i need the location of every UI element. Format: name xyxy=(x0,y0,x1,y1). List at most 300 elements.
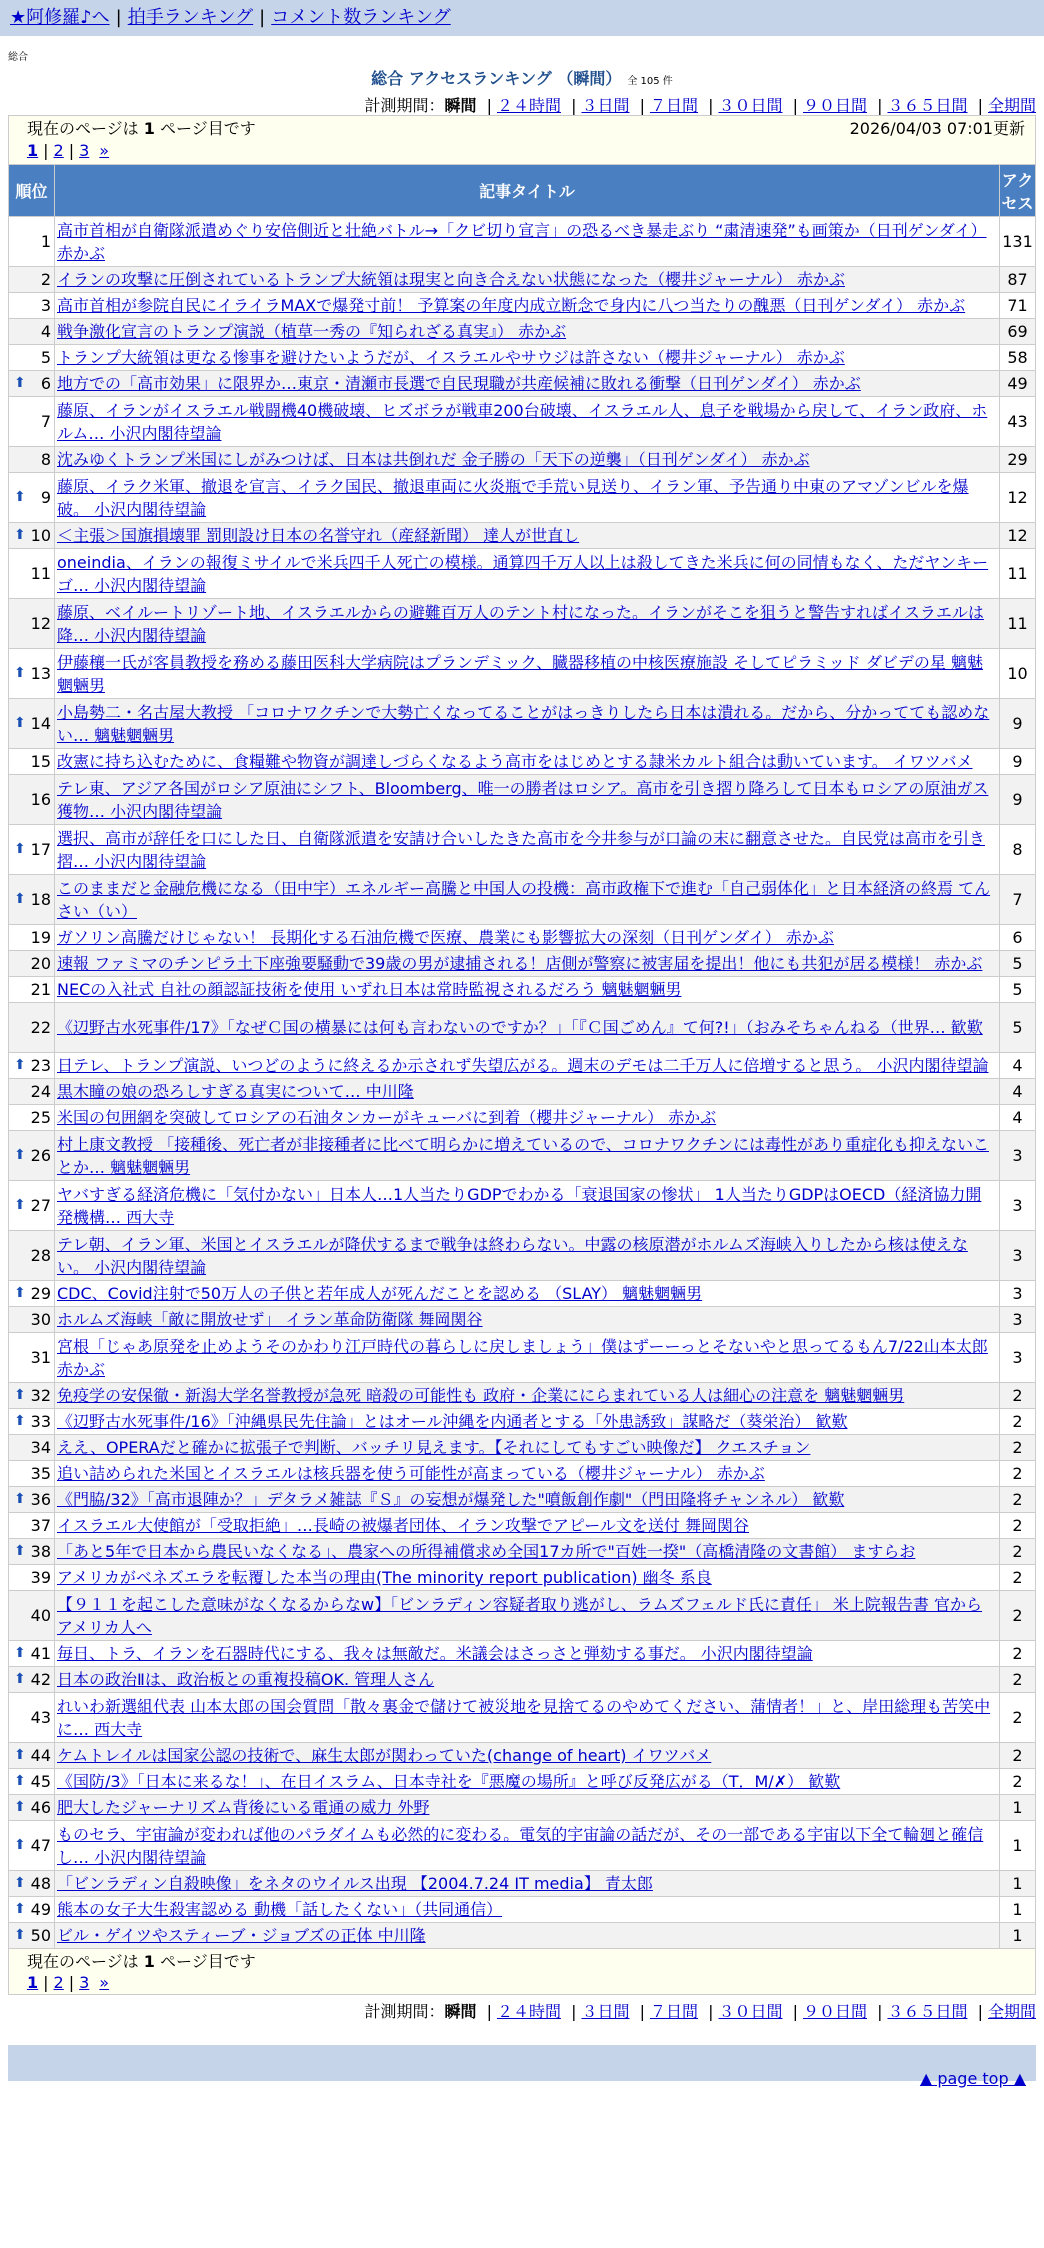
table-row xyxy=(9,1231,1036,1281)
table-row xyxy=(9,523,1036,549)
rank-number: 19 xyxy=(30,928,51,947)
rank-cell xyxy=(9,1923,55,1949)
rank-number: 32 xyxy=(30,1386,51,1405)
current-page-text: 現在のページは 1 ページ目です xyxy=(27,119,256,138)
table-row xyxy=(9,1487,1036,1513)
ranking-table xyxy=(8,164,1036,1949)
period-link-7d[interactable]: ７日間 xyxy=(649,2002,698,2021)
rank-up-icon: ⬆ xyxy=(14,1671,26,1687)
article-link[interactable]: 高市首相が参院自民にイライラMAXで爆発寸前！ 予算案の年度内成立断念で身内に八つ当たりの醜悪（日刊ゲンダイ） 赤かぶ xyxy=(57,296,966,315)
access-count: 2 xyxy=(1000,1667,1036,1693)
access-count: 2 xyxy=(1000,1565,1036,1591)
rank-cell xyxy=(9,1461,55,1487)
title-cell xyxy=(55,217,1000,267)
table-row xyxy=(9,1105,1036,1131)
article-link[interactable]: 高市首相が自衛隊派遣めぐり安倍側近と壮絶バトル→「クビ切り宣言」の恐るべき暴走ぶり “粛清速発”も画策か（日刊ゲンダイ） 赤かぶ xyxy=(57,220,987,263)
rank-cell xyxy=(9,1871,55,1897)
article-link[interactable]: 村上康文教授 「接種後、死亡者が非接種者に比べて明らかに増えているので、コロナワクチンには毒性があり重症化も抑えないことか… 魑魅魍魎男 xyxy=(57,1134,989,1177)
table-row xyxy=(9,1795,1036,1821)
rank-number: 36 xyxy=(30,1490,51,1509)
title-cell xyxy=(55,1435,1000,1461)
table-row xyxy=(9,825,1036,875)
article-link[interactable]: 免疫学の安保徹・新潟大学名誉教授が急死 暗殺の可能性も 政府・企業ににらまれている人は細心の注意を 魑魅魍魎男 xyxy=(57,1386,905,1405)
rank-up-icon: ⬆ xyxy=(14,1387,26,1403)
period-link-3d[interactable]: ３日間 xyxy=(581,96,630,115)
access-count: 10 xyxy=(1000,649,1036,699)
table-row xyxy=(9,699,1036,749)
title-cell xyxy=(55,1487,1000,1513)
access-count: 5 xyxy=(1000,1003,1036,1053)
rank-cell xyxy=(9,825,55,875)
rank-number: 4 xyxy=(40,322,51,341)
access-count: 3 xyxy=(1000,1131,1036,1181)
article-link[interactable]: 宮根「じゃあ原発を止めようそのかわり江戸時代の暮らしに戻しましょう」僕はずーーっとそないやと思ってるもん7/22山本太郎 赤かぶ xyxy=(57,1336,988,1379)
title-cell xyxy=(55,1641,1000,1667)
rank-number: 28 xyxy=(30,1246,51,1265)
table-row xyxy=(9,875,1036,925)
article-link[interactable]: 速報 ファミマのチンピラ土下座強要騒動で39歳の男が逮捕される！店側が警察に被害届を提出！他にも共犯が居る模様！ 赤かぶ xyxy=(57,954,983,973)
rank-number: 15 xyxy=(30,752,51,771)
header-rank: 順位 xyxy=(9,165,55,217)
access-count: 8 xyxy=(1000,825,1036,875)
table-row xyxy=(9,1923,1036,1949)
access-count: 4 xyxy=(1000,1053,1036,1079)
table-row xyxy=(9,1307,1036,1333)
rank-cell xyxy=(9,1131,55,1181)
page-top-link[interactable]: ▲ page top ▲ xyxy=(919,2069,1026,2088)
rank-number: 30 xyxy=(30,1310,51,1329)
rank-cell xyxy=(9,549,55,599)
period-link-all[interactable]: 全期間 xyxy=(987,2002,1036,2021)
rank-up-icon: ⬆ xyxy=(14,1197,26,1213)
rank-cell xyxy=(9,875,55,925)
table-row xyxy=(9,1383,1036,1409)
table-row xyxy=(9,1131,1036,1181)
rank-up-icon: ⬆ xyxy=(14,665,26,681)
rank-number: 17 xyxy=(30,840,51,859)
title-cell xyxy=(55,1539,1000,1565)
article-link[interactable]: 藤原、イラク米軍、撤退を宣言、イラク国民、撤退車両に火炎瓶で手荒い見送り、イラン軍、予告通り中東のアマゾンビルを爆破。 小沢内閣待望論 xyxy=(57,476,969,519)
rank-cell xyxy=(9,1003,55,1053)
rank-cell xyxy=(9,1383,55,1409)
rank-number: 3 xyxy=(40,296,51,315)
article-link[interactable]: 戦争激化宣言のトランプ演説（植草一秀の『知られざる真実』） 赤かぶ xyxy=(57,322,567,341)
title-cell xyxy=(55,1003,1000,1053)
rank-up-icon: ⬆ xyxy=(14,1285,26,1301)
rank-number: 11 xyxy=(30,564,51,583)
rank-cell xyxy=(9,1565,55,1591)
pager-current-page[interactable]: 1 xyxy=(27,141,39,160)
article-link[interactable]: NECの入社式 自社の顔認証技術を使用 いずれ日本は常時監視されるだろう 魑魅魍魎男 xyxy=(57,980,682,999)
title-cell xyxy=(55,1105,1000,1131)
table-row xyxy=(9,1513,1036,1539)
article-link[interactable]: 日本の政治Ⅱは、政治板との重複投稿OK. 管理人さん xyxy=(57,1670,435,1689)
title-cell xyxy=(55,825,1000,875)
article-link[interactable]: 選択、高市が辞任を口にした日、自衛隊派遣を安請け合いしたきた高市を今井参与が口論の末に翻意させた。自民党は高市を引き摺… 小沢内閣待望論 xyxy=(57,828,986,871)
access-count: 3 xyxy=(1000,1281,1036,1307)
title-cell xyxy=(55,1181,1000,1231)
title-cell xyxy=(55,1769,1000,1795)
access-count: 4 xyxy=(1000,1105,1036,1131)
article-link[interactable]: イスラエル大使館が「受取拒絶」…長崎の被爆者団体、イラン攻撃でアピール文を送付 舞岡関谷 xyxy=(57,1516,749,1535)
rank-up-icon: ⬆ xyxy=(14,1773,26,1789)
table-row xyxy=(9,1053,1036,1079)
access-count: 9 xyxy=(1000,749,1036,775)
period-link-30d[interactable]: ３０日間 xyxy=(718,2002,783,2021)
title-cell xyxy=(55,1281,1000,1307)
table-row xyxy=(9,267,1036,293)
article-link[interactable]: アメリカがベネズエラを転覆した本当の理由(The minority report publication) 幽冬 系良 xyxy=(57,1568,712,1587)
access-count: 9 xyxy=(1000,775,1036,825)
nav-link-comment-ranking[interactable]: コメント数ランキング xyxy=(271,7,451,28)
title-cell xyxy=(55,473,1000,523)
title-cell xyxy=(55,267,1000,293)
rank-number: 5 xyxy=(40,348,51,367)
access-count: 12 xyxy=(1000,473,1036,523)
rank-cell xyxy=(9,1513,55,1539)
pager-next[interactable]: » xyxy=(99,1973,110,1992)
access-count: 49 xyxy=(1000,371,1036,397)
article-link[interactable]: 改憲に持ち込むために、食糧難や物資が調達しづらくなるよう高市をはじめとする隷米カルト組合は動いています。 イワツバメ xyxy=(57,752,973,771)
article-link[interactable]: 熊本の女子大生殺害認める 動機「話したくない」（共同通信） xyxy=(57,1900,503,1919)
rank-up-icon: ⬆ xyxy=(14,1147,26,1163)
rank-cell xyxy=(9,1591,55,1641)
article-link[interactable]: 《門脇/32》「高市退陣か？」デタラメ雑誌『Ｓ』の妄想が爆発した"噴飯創作劇"（門田隆将チャンネル） 歓歎 xyxy=(57,1490,845,1509)
rank-number: 8 xyxy=(40,450,51,469)
article-link[interactable]: ＜主張＞国旗損壊罪 罰則設け日本の名誉守れ（産経新聞） 達人が世直し xyxy=(57,526,580,545)
access-count: 1 xyxy=(1000,1871,1036,1897)
article-link[interactable]: 日テレ、トランプ演説、いつどのように終えるか示されず失望広がる。週末のデモは二千万人に倍増すると思う。 小沢内閣待望論 xyxy=(57,1056,989,1075)
total-count: 全 105 件 xyxy=(627,76,673,87)
title-cell xyxy=(55,1897,1000,1923)
rank-cell xyxy=(9,1281,55,1307)
pager-page-3[interactable]: 3 xyxy=(79,1973,90,1992)
access-count: 2 xyxy=(1000,1693,1036,1743)
period-link-24h[interactable]: ２４時間 xyxy=(496,2002,561,2021)
access-count: 12 xyxy=(1000,523,1036,549)
rank-number: 14 xyxy=(30,714,51,733)
period-link-3d[interactable]: ３日間 xyxy=(581,2002,630,2021)
updated-timestamp: 2026/04/03 07:01更新 xyxy=(849,119,1025,138)
article-link[interactable]: 伊藤穰一氏が客員教授を務める藤田医科大学病院はプランデミック、臓器移植の中核医療施設 そしてピラミッド ダビデの星 魑魅魍魎男 xyxy=(57,652,983,695)
period-label: 計測期間： xyxy=(364,96,445,115)
rank-cell xyxy=(9,1897,55,1923)
access-count: 3 xyxy=(1000,1181,1036,1231)
rank-number: 27 xyxy=(30,1196,51,1215)
rank-cell xyxy=(9,749,55,775)
period-link-365d[interactable]: ３６５日間 xyxy=(887,2002,968,2021)
rank-number: 12 xyxy=(30,614,51,633)
article-link[interactable]: 肥大したジャーナリズム背後にいる電通の威力 外野 xyxy=(57,1798,430,1817)
article-link[interactable]: 「ビンラディン自殺映像」をネタのウイルス出現 【2004.7.24 IT media】 青太郎 xyxy=(57,1874,653,1893)
rank-cell xyxy=(9,649,55,699)
nav-link-applause-ranking[interactable]: 拍手ランキング xyxy=(127,7,254,28)
header-title: 記事タイトル xyxy=(55,165,1000,217)
title-cell xyxy=(55,775,1000,825)
rank-number: 13 xyxy=(30,664,51,683)
current-page-text-bottom: 現在のページは 1 ページ目です xyxy=(27,1952,256,1971)
access-count: 3 xyxy=(1000,1231,1036,1281)
article-link[interactable]: テレ東、アジア各国がロシア原油にシフト、Bloomberg、唯一の勝者はロシア。高市を引き摺り降ろして日本もロシアの原油ガス獲物… 小沢内閣待望論 xyxy=(57,778,989,821)
title-cell xyxy=(55,1383,1000,1409)
rank-cell xyxy=(9,951,55,977)
rank-number: 25 xyxy=(30,1108,51,1127)
table-row xyxy=(9,1591,1036,1641)
pager-page-2[interactable]: 2 xyxy=(53,141,64,160)
article-link[interactable]: 沈みゆくトランプ米国にしがみつけば、日本は共倒れだ 金子勝の「天下の逆襲」（日刊ゲンダイ） 赤かぶ xyxy=(57,450,810,469)
rank-number: 20 xyxy=(30,954,51,973)
table-row xyxy=(9,1333,1036,1383)
pager-current-page[interactable]: 1 xyxy=(27,1973,39,1992)
table-row xyxy=(9,1641,1036,1667)
rank-up-icon: ⬆ xyxy=(14,841,26,857)
title-cell xyxy=(55,1565,1000,1591)
period-link-30d[interactable]: ３０日間 xyxy=(718,96,783,115)
access-count: 1 xyxy=(1000,1795,1036,1821)
article-link[interactable]: 黒木瞳の娘の恐ろしすぎる真実について… 中川隆 xyxy=(57,1082,414,1101)
rank-number: 35 xyxy=(30,1464,51,1483)
rank-number: 24 xyxy=(30,1082,51,1101)
rank-number: 7 xyxy=(40,412,51,431)
rank-up-icon: ⬆ xyxy=(14,527,26,543)
access-count: 5 xyxy=(1000,977,1036,1003)
rank-cell xyxy=(9,699,55,749)
rank-cell xyxy=(9,1641,55,1667)
table-row xyxy=(9,1743,1036,1769)
top-navigation xyxy=(0,0,1044,36)
title-cell xyxy=(55,1333,1000,1383)
nav-link-home[interactable]: ★阿修羅♪へ xyxy=(10,7,110,28)
category-label: 総合 xyxy=(8,52,28,63)
article-link[interactable]: 藤原、ベイルートリゾート地、イスラエルからの避難百万人のテント村になった。イランがそこを狙うと警告すればイスラエルは降… 小沢内閣待望論 xyxy=(57,602,984,645)
period-link-90d[interactable]: ９０日間 xyxy=(802,2002,867,2021)
title-cell xyxy=(55,1513,1000,1539)
title-cell xyxy=(55,1923,1000,1949)
rank-cell xyxy=(9,319,55,345)
article-link[interactable]: 《辺野古水死事件/16》「沖縄県民先住論」とはオール沖縄を内通者とする「外患誘致」謀略だ（葵栄治） 歓歎 xyxy=(57,1412,848,1431)
access-count: 2 xyxy=(1000,1435,1036,1461)
table-row xyxy=(9,1181,1036,1231)
access-count: 11 xyxy=(1000,549,1036,599)
title-cell xyxy=(55,649,1000,699)
table-row xyxy=(9,549,1036,599)
rank-up-icon: ⬆ xyxy=(14,1875,26,1891)
table-row xyxy=(9,977,1036,1003)
title-cell xyxy=(55,1231,1000,1281)
rank-up-icon: ⬆ xyxy=(14,891,26,907)
rank-number: 21 xyxy=(30,980,51,999)
access-count: 2 xyxy=(1000,1487,1036,1513)
article-link[interactable]: ガソリン高騰だけじゃない！ 長期化する石油危機で医療、農業にも影響拡大の深刻（日刊ゲンダイ） 赤かぶ xyxy=(57,928,834,947)
article-link[interactable]: 《辺野古水死事件/17》「なぜＣ国の横暴には何も言わないのですか？」「『Ｃ国ごめん』て何?!」（おみそちゃんねる（世界… 歓歎 xyxy=(57,1018,983,1037)
rank-number: 46 xyxy=(30,1798,51,1817)
rank-up-icon: ⬆ xyxy=(14,1413,26,1429)
table-row xyxy=(9,599,1036,649)
table-row xyxy=(9,217,1036,267)
article-link[interactable]: 藤原、イランがイスラエル戦闘機40機破壊、ヒズボラが戦車200台破壊、イスラエル人、息子を戦場から戻して、イラン政府、ホルム… 小沢内閣待望論 xyxy=(57,400,988,443)
article-link[interactable]: 「あと5年で日本から農民いなくなる」、農家への所得補償求め全国17カ所で"百姓一揆"（高橋清隆の文書館） ますらお xyxy=(57,1542,916,1561)
rank-cell xyxy=(9,1053,55,1079)
table-row xyxy=(9,371,1036,397)
title-cell xyxy=(55,1053,1000,1079)
rank-number: 18 xyxy=(30,890,51,909)
pager-next[interactable]: » xyxy=(99,141,110,160)
access-count: 2 xyxy=(1000,1409,1036,1435)
rank-number: 48 xyxy=(30,1874,51,1893)
table-row xyxy=(9,319,1036,345)
article-link[interactable]: ええ、OPERAだと確かに拡張子で判断、バッチリ見えます。【それにしてもすごい映像だ】 クエスチョン xyxy=(57,1438,811,1457)
access-count: 2 xyxy=(1000,1641,1036,1667)
table-row xyxy=(9,1897,1036,1923)
access-count: 1 xyxy=(1000,1897,1036,1923)
access-count: 71 xyxy=(1000,293,1036,319)
rank-number: 31 xyxy=(30,1348,51,1367)
title-cell xyxy=(55,1591,1000,1641)
rank-number: 41 xyxy=(30,1644,51,1663)
pager-page-2[interactable]: 2 xyxy=(53,1973,64,1992)
title-cell xyxy=(55,1461,1000,1487)
rank-cell xyxy=(9,1487,55,1513)
table-row xyxy=(9,1003,1036,1053)
rank-cell xyxy=(9,371,55,397)
rank-cell xyxy=(9,1693,55,1743)
table-row xyxy=(9,1667,1036,1693)
article-link[interactable]: ケムトレイルは国家公認の技術で、麻生太郎が関わっていた(change of heart) イワツバメ xyxy=(57,1746,712,1765)
table-row xyxy=(9,1565,1036,1591)
rank-number: 6 xyxy=(40,374,51,393)
table-row xyxy=(9,1079,1036,1105)
rank-cell xyxy=(9,1079,55,1105)
title-cell xyxy=(55,523,1000,549)
title-cell xyxy=(55,549,1000,599)
access-count: 7 xyxy=(1000,875,1036,925)
rank-number: 29 xyxy=(30,1284,51,1303)
article-link[interactable]: 小島勢二・名古屋大教授 「コロナワクチンで大勢亡くなってることがはっきりしたら日本は潰れる。だから、分かってても認めない… 魑魅魍魎男 xyxy=(57,702,990,745)
period-link-90d[interactable]: ９０日間 xyxy=(802,96,867,115)
article-link[interactable]: 《国防/3》「日本に来るな！」、在日イスラム、日本寺社を『悪魔の場所』と呼び反発広がる（T．M/✗） 歓歎 xyxy=(57,1772,841,1791)
access-count: 2 xyxy=(1000,1513,1036,1539)
article-link[interactable]: このままだと金融危機になる（田中宇）エネルギー高騰と中国人の投機：高市政権下で進む「自己弱体化」と日本経済の終焉 てんさい（い） xyxy=(57,878,991,921)
rank-cell xyxy=(9,447,55,473)
article-link[interactable]: CDC、Covid注射で50万人の子供と若年成人が死んだことを認める （SLAY） 魑魅魍魎男 xyxy=(57,1284,703,1303)
table-row xyxy=(9,1281,1036,1307)
article-link[interactable]: 地方での「高市効果」に限界か…東京・清瀬市長選で自民現職が共産候補に敗れる衝撃（日刊ゲンダイ） 赤かぶ xyxy=(57,374,861,393)
rank-cell xyxy=(9,473,55,523)
article-link[interactable]: oneindia、イランの報復ミサイルで米兵四千人死亡の模様。通算四千万人以上は殺してきた米兵に何の同情もなく、ただヤンキーゴ… 小沢内閣待望論 xyxy=(57,552,989,595)
rank-cell xyxy=(9,1769,55,1795)
rank-number: 47 xyxy=(30,1836,51,1855)
period-link-all[interactable]: 全期間 xyxy=(987,96,1036,115)
rank-cell xyxy=(9,1333,55,1383)
article-link[interactable]: トランプ大統領は更なる惨事を避けたいようだが、イスラエルやサウジは許さない（櫻井ジャーナル） 赤かぶ xyxy=(57,348,845,367)
access-count: 3 xyxy=(1000,1307,1036,1333)
access-count: 3 xyxy=(1000,1333,1036,1383)
article-link[interactable]: ホルムズ海峡「敵に開放せず」 イラン革命防衛隊 舞岡関谷 xyxy=(57,1310,483,1329)
title-cell xyxy=(55,1871,1000,1897)
article-link[interactable]: ヤバすぎる経済危機に「気付かない」日本人…1人当たりGDPでわかる「衰退国家の惨状」 1人当たりGDPはOECD（経済協力開発機構… 西大寺 xyxy=(57,1184,982,1227)
access-count: 5 xyxy=(1000,951,1036,977)
article-link[interactable]: テレ朝、イラン軍、米国とイスラエルが降伏するまで戦争は終わらない。中露の核原潜がホルムズ海峡入りしたから核は使えない。 小沢内閣待望論 xyxy=(57,1234,968,1277)
table-row xyxy=(9,1409,1036,1435)
rank-cell xyxy=(9,1181,55,1231)
title-cell xyxy=(55,699,1000,749)
pager-bottom: 1 | 2 | 3 » xyxy=(27,1973,110,1992)
rank-cell xyxy=(9,1795,55,1821)
rank-number: 34 xyxy=(30,1438,51,1457)
title-cell xyxy=(55,1667,1000,1693)
period-current: 瞬間 xyxy=(444,96,477,115)
period-link-7d[interactable]: ７日間 xyxy=(649,96,698,115)
article-link[interactable]: れいわ新選組代表 山本太郎の国会質問「散々裏金で儲けて被災地を見捨てるのやめてください、蒲情者！」と、岸田総理も苦笑中に… 西大寺 xyxy=(57,1696,991,1739)
table-row xyxy=(9,473,1036,523)
article-link[interactable]: ものセラ、宇宙論が変われば他のパラダイムも必然的に変わる。電気的宇宙論の話だが、その一部である宇宙以下全て輪廻と確信し… 小沢内閣待望論 xyxy=(57,1824,984,1867)
access-count: 58 xyxy=(1000,345,1036,371)
rank-number: 49 xyxy=(30,1900,51,1919)
rank-cell xyxy=(9,217,55,267)
rank-number: 39 xyxy=(30,1568,51,1587)
access-count: 2 xyxy=(1000,1591,1036,1641)
rank-cell xyxy=(9,599,55,649)
nav-separator: | xyxy=(259,7,266,28)
table-row xyxy=(9,447,1036,473)
title-cell xyxy=(55,1307,1000,1333)
rank-up-icon: ⬆ xyxy=(14,489,26,505)
title-cell xyxy=(55,1821,1000,1871)
rank-up-icon: ⬆ xyxy=(14,375,26,391)
title-cell xyxy=(55,951,1000,977)
page-title xyxy=(0,66,1044,89)
rank-cell xyxy=(9,977,55,1003)
article-link[interactable]: 【９１１を起こした意味がなくなるからなw】「ビンラディン容疑者取り逃がし、ラムズフェルド氏に責任」 米上院報告書 官からアメリカ人へ xyxy=(57,1594,983,1637)
table-row xyxy=(9,1769,1036,1795)
rank-number: 10 xyxy=(30,526,51,545)
table-row xyxy=(9,749,1036,775)
title-cell xyxy=(55,319,1000,345)
rank-cell xyxy=(9,1105,55,1131)
rank-cell xyxy=(9,397,55,447)
access-count: 69 xyxy=(1000,319,1036,345)
article-link[interactable]: ビル・ゲイツやスティーブ・ジョブズの正体 中川隆 xyxy=(57,1926,426,1945)
rank-cell xyxy=(9,1667,55,1693)
access-count: 2 xyxy=(1000,1743,1036,1769)
rank-number: 43 xyxy=(30,1708,51,1727)
article-link[interactable]: 米国の包囲網を突破してロシアの石油タンカーがキューバに到着（櫻井ジャーナル） 赤かぶ xyxy=(57,1108,717,1127)
article-link[interactable]: 追い詰められた米国とイスラエルは核兵器を使う可能性が高まっている（櫻井ジャーナル） 赤かぶ xyxy=(57,1464,765,1483)
access-count: 1 xyxy=(1000,1821,1036,1871)
period-link-365d[interactable]: ３６５日間 xyxy=(887,96,968,115)
access-count: 1 xyxy=(1000,1923,1036,1949)
rank-cell xyxy=(9,1409,55,1435)
table-row xyxy=(9,1871,1036,1897)
title-cell xyxy=(55,875,1000,925)
rank-up-icon: ⬆ xyxy=(14,1543,26,1559)
rank-up-icon: ⬆ xyxy=(14,1747,26,1763)
period-selector-top: 計測期間：瞬間 | ２４時間 | ３日間 | ７日間 | ３０日間 | ９０日間 | ３６５日間 | 全期間 xyxy=(364,96,1036,115)
pager-page-3[interactable]: 3 xyxy=(79,141,90,160)
table-row xyxy=(9,925,1036,951)
article-link[interactable]: イランの攻撃に圧倒されているトランプ大統領は現実と向き合えない状態になった（櫻井ジャーナル） 赤かぶ xyxy=(57,270,845,289)
rank-number: 44 xyxy=(30,1746,51,1765)
period-link-24h[interactable]: ２４時間 xyxy=(496,96,561,115)
table-row xyxy=(9,1539,1036,1565)
rank-up-icon: ⬆ xyxy=(14,1491,26,1507)
access-count: 2 xyxy=(1000,1383,1036,1409)
rank-number: 16 xyxy=(30,790,51,809)
rank-cell xyxy=(9,523,55,549)
rank-number: 22 xyxy=(30,1018,51,1037)
article-link[interactable]: 毎日、トラ、イランを石器時代にする、我々は無敵だ。米議会はさっさと弾劾する事だ。 小沢内閣待望論 xyxy=(57,1644,813,1663)
rank-cell xyxy=(9,267,55,293)
